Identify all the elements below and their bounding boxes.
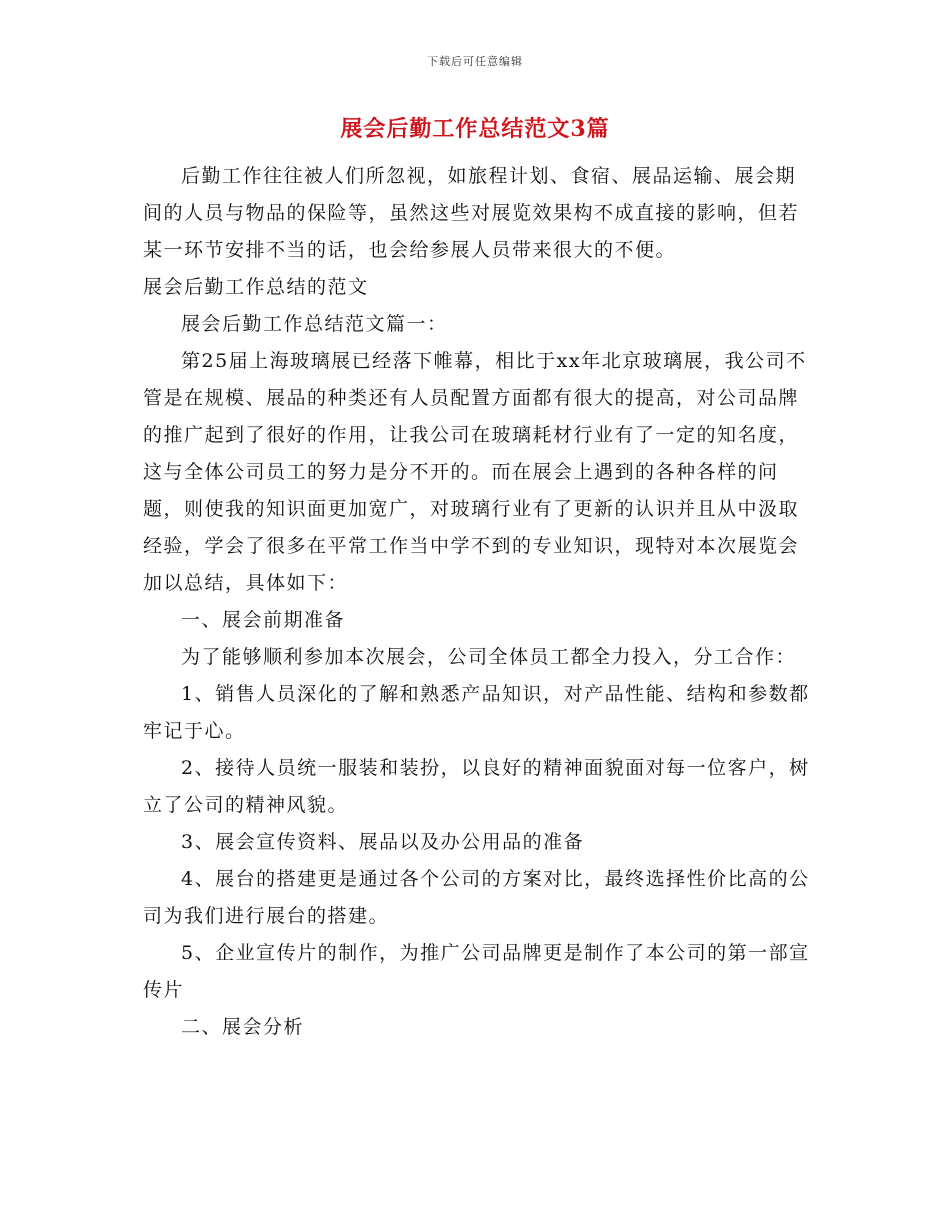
article-one-heading: 展会后勤工作总结范文篇一： xyxy=(181,313,448,335)
list-item-2: 2、接待人员统一服装和装扮，以良好的精神面貌面对每一位客户，树立了公司的精神风貌。 xyxy=(143,757,810,816)
page-header-note: 下载后可任意编辑 xyxy=(427,55,523,68)
section-heading-sample: 展会后勤工作总结的范文 xyxy=(143,276,369,298)
intro-paragraph: 后勤工作往往被人们所忽视，如旅程计划、食宿、展品运输、展会期间的人员与物品的保险等，虽然这些对展览效果构不成直接的影响，但若某一环节安排不当的话，也会给参展人员带来很大的不便。 xyxy=(143,165,800,261)
document-title: 展会后勤工作总结范文3篇 xyxy=(340,116,610,142)
document-body xyxy=(143,158,815,1046)
list-item-3: 3、展会宣传资料、展品以及办公用品的准备 xyxy=(181,831,585,853)
article-one-intro: 第25届上海玻璃展已经落下帷幕，相比于xx年北京玻璃展，我公司不管是在规模、展品的种类还有人员配置方面都有很大的提高，对公司品牌的推广起到了很好的作用，让我公司在玻璃耗材行业有了一定的知名度，这与全体公司员工的努力是分不开的。而在展会上遇到的各种各样的问题，则使我的知识面更加宽广，对玻璃行业有了更新的认识并且从中汲取经验，学会了很多在平常工作当中学不到的专业知识，现特对本次展览会加以总结，具体如下： xyxy=(143,350,807,594)
section-two-heading: 二、展会分析 xyxy=(181,1016,305,1038)
section-one-lead: 为了能够顺利参加本次展会，公司全体员工都全力投入，分工合作： xyxy=(181,646,797,668)
section-one-heading: 一、展会前期准备 xyxy=(181,609,346,631)
list-item-4: 4、展台的搭建更是通过各个公司的方案对比，最终选择性价比高的公司为我们进行展台的搭建。 xyxy=(143,868,810,927)
list-item-1: 1、销售人员深化的了解和熟悉产品知识，对产品性能、结构和参数都牢记于心。 xyxy=(143,683,810,742)
list-item-5: 5、企业宣传片的制作，为推广公司品牌更是制作了本公司的第一部宣传片 xyxy=(143,942,810,1001)
